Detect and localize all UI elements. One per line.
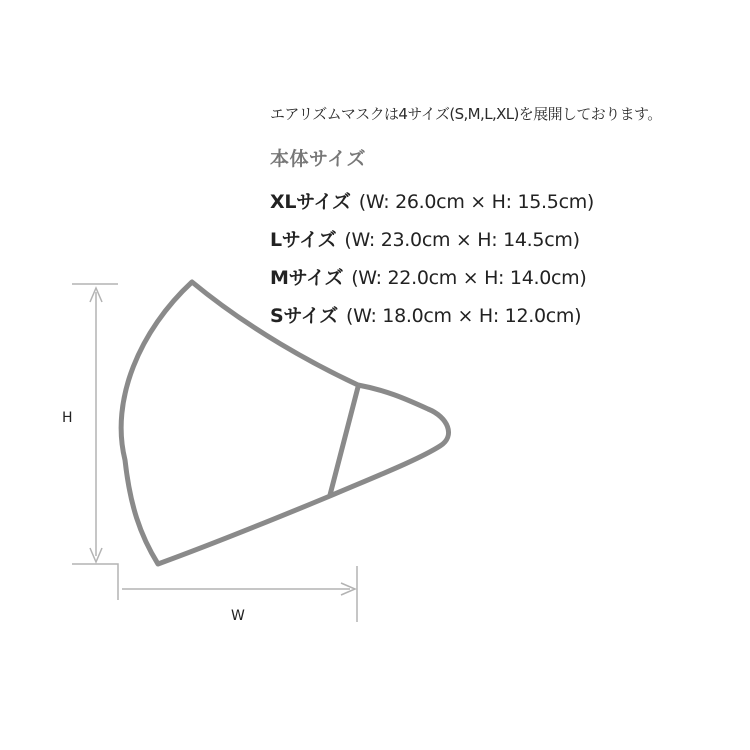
size-dimensions: (W: 26.0cm × H: 15.5cm) (358, 191, 595, 213)
intro-text: エアリズムマスクは4サイズ(S,M,L,XL)を展開しております。 (270, 105, 662, 123)
height-label: H (62, 410, 73, 426)
size-name: Lサイズ (270, 229, 337, 251)
mask-outline (121, 282, 448, 564)
size-name: Mサイズ (270, 267, 344, 289)
width-label: W (231, 608, 245, 624)
size-name: XLサイズ (270, 191, 351, 213)
bottom-corner-guide (72, 564, 118, 600)
ear-loop-divider (330, 387, 358, 495)
size-name: Sサイズ (270, 305, 338, 327)
size-dimensions: (W: 23.0cm × H: 14.5cm) (344, 229, 580, 251)
section-title: 本体サイズ (270, 148, 366, 170)
size-dimensions: (W: 18.0cm × H: 12.0cm) (345, 305, 582, 327)
size-dimensions: (W: 22.0cm × H: 14.0cm) (351, 267, 587, 289)
